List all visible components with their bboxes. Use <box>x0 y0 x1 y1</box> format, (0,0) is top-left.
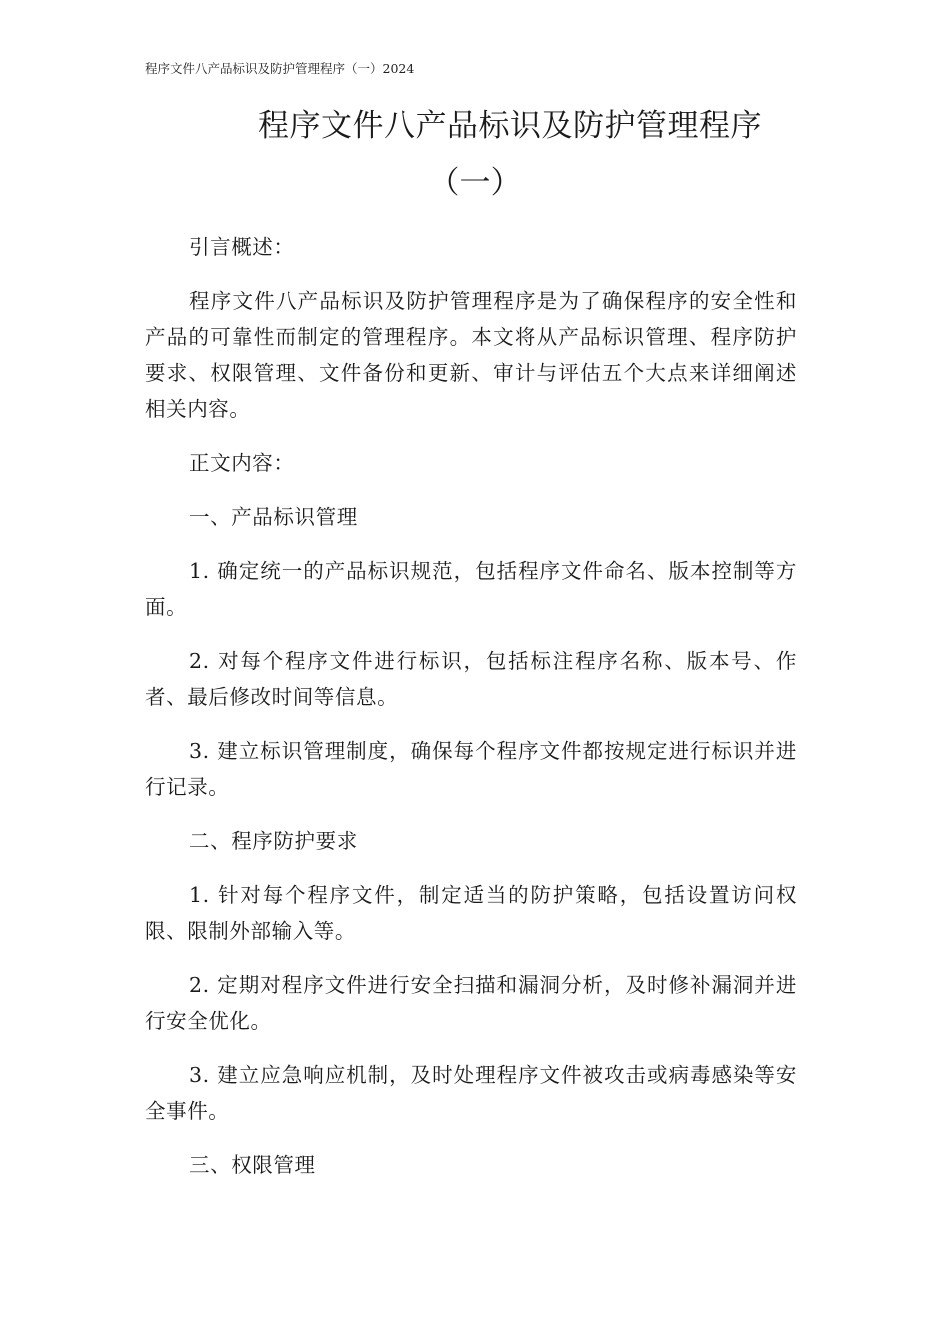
page-header: 程序文件八产品标识及防护管理程序（一）2024 <box>145 61 415 76</box>
document-body <box>145 229 797 1201</box>
section-heading-1: 一、产品标识管理 <box>189 505 358 529</box>
section-1-item-3: 3. 建立标识管理制度，确保每个程序文件都按规定进行标识并进行记录。 <box>145 739 797 799</box>
document-title: 程序文件八产品标识及防护管理程序 <box>258 108 762 144</box>
section-heading-2: 二、程序防护要求 <box>189 829 358 853</box>
section-2-item-2: 2. 定期对程序文件进行安全扫描和漏洞分析，及时修补漏洞并进行安全优化。 <box>145 973 797 1033</box>
body-heading: 正文内容： <box>189 451 295 475</box>
intro-heading: 引言概述： <box>189 235 295 259</box>
section-1-item-1: 1. 确定统一的产品标识规范，包括程序文件命名、版本控制等方面。 <box>145 559 797 619</box>
section-2-item-1: 1. 针对每个程序文件，制定适当的防护策略，包括设置访问权限、限制外部输入等。 <box>145 883 797 943</box>
section-heading-3: 三、权限管理 <box>189 1153 316 1177</box>
section-2-item-3: 3. 建立应急响应机制，及时处理程序文件被攻击或病毒感染等安全事件。 <box>145 1063 797 1123</box>
intro-paragraph: 程序文件八产品标识及防护管理程序是为了确保程序的安全性和产品的可靠性而制定的管理程序。本文将从产品标识管理、程序防护要求、权限管理、文件备份和更新、审计与评估五个大点来详细阐述相关内容。 <box>145 289 797 421</box>
document-subtitle: （一） <box>428 165 522 201</box>
section-1-item-2: 2. 对每个程序文件进行标识，包括标注程序名称、版本号、作者、最后修改时间等信息。 <box>145 649 797 709</box>
